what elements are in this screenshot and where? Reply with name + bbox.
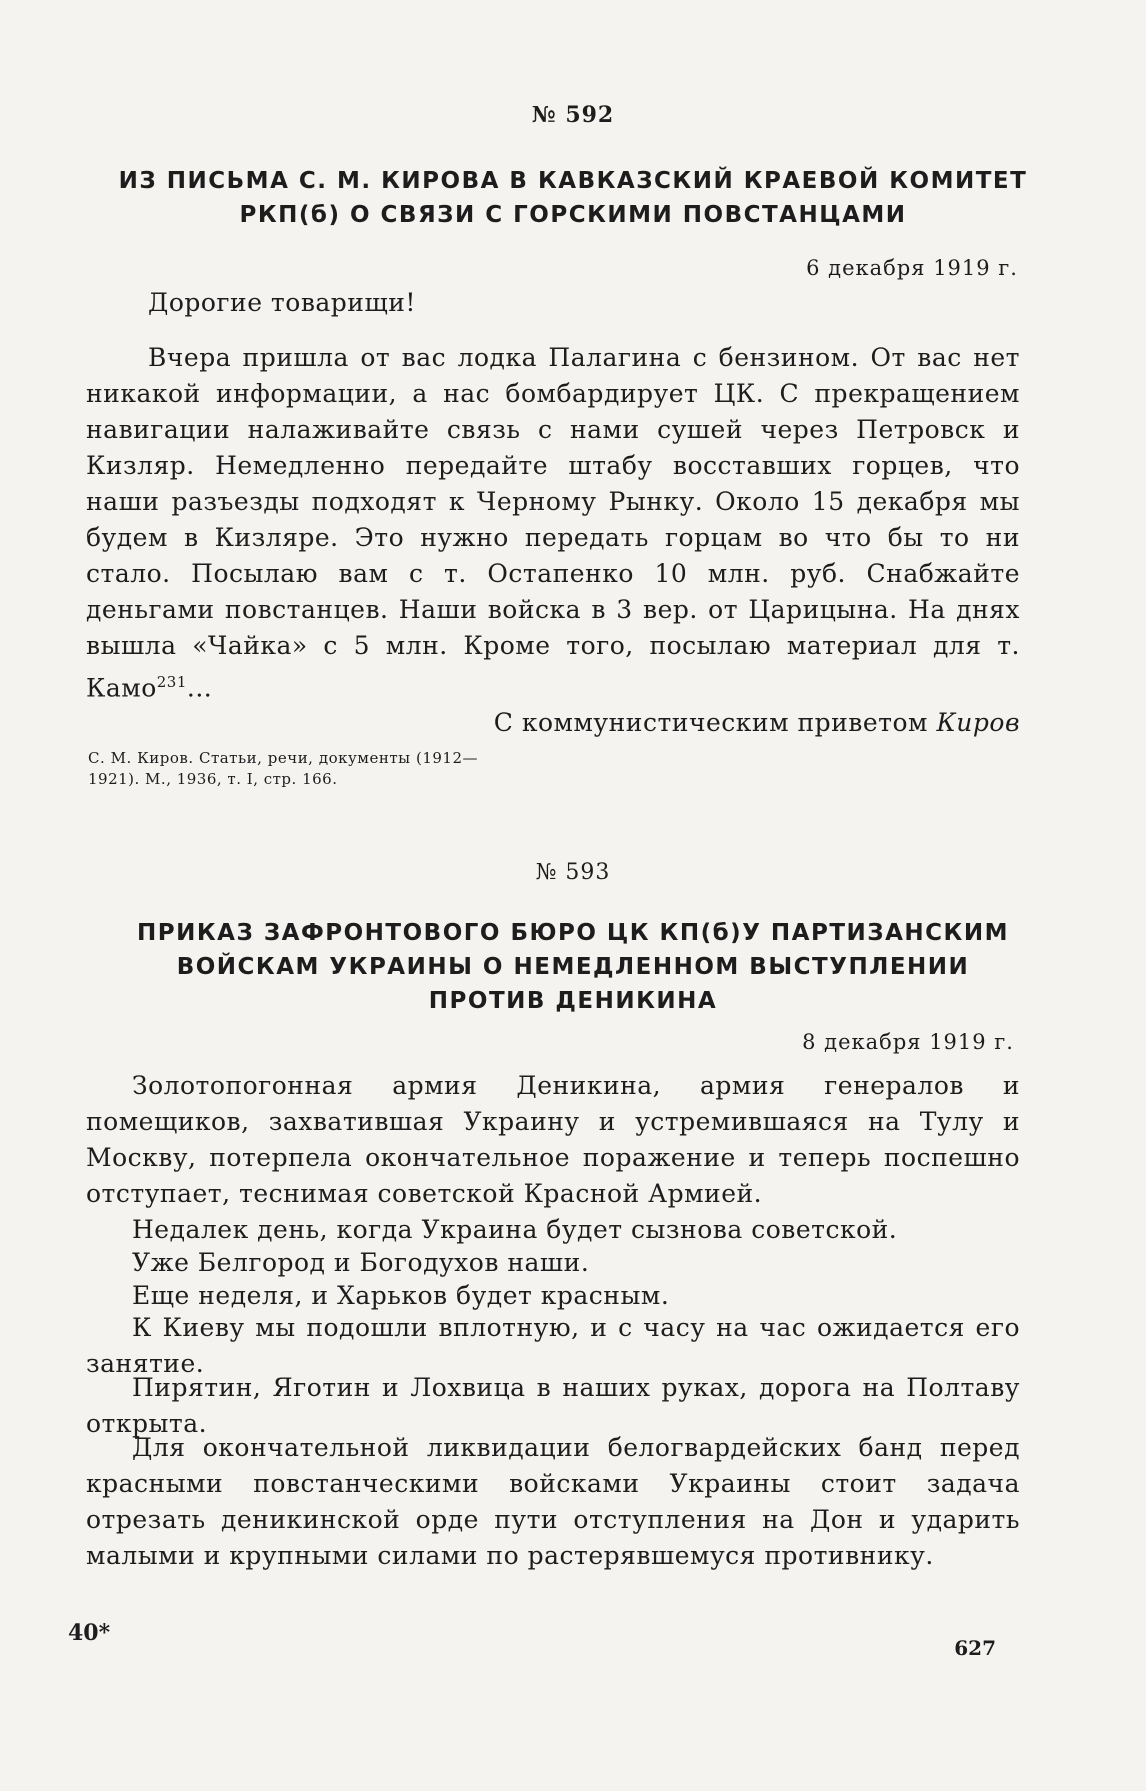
doc-592-title — [60, 164, 1086, 232]
doc-592-title-line-2: РКП(б) О СВЯЗИ С ГОРСКИМИ ПОВСТАНЦАМИ — [239, 202, 907, 228]
doc-592-title-line-1: ИЗ ПИСЬМА С. М. КИРОВА В КАВКАЗСКИЙ КРАЕВОЙ КОМИТЕТ — [118, 168, 1028, 194]
doc-592-body — [86, 340, 1020, 706]
doc-593-paragraph-3: Уже Белгород и Богодухов наши. — [132, 1248, 590, 1277]
doc-592-ellipsis: ... — [186, 673, 213, 703]
doc-593-paragraph-6: Пирятин, Яготин и Лохвица в наших руках, дорога на Полтаву открыта. — [86, 1373, 1020, 1438]
doc-593-title-line-2: ВОЙСКАМ УКРАИНЫ О НЕМЕДЛЕННОМ ВЫСТУПЛЕНИИ — [176, 954, 970, 980]
doc-593-paragraph-4: Еще неделя, и Харьков будет красным. — [132, 1281, 670, 1310]
doc-593-paragraph-2: Недалек день, когда Украина будет сызнова советской. — [132, 1215, 898, 1244]
doc-593-paragraph-7: Для окончательной ликвидации белогвардейских банд перед красными повстанческими войсками Украины стоит задача отрезать деникинской орде пути отступления на Дон и ударить малыми и крупными силами по растерявшемуся противнику. — [86, 1433, 1020, 1570]
doc-592-footnote-ref: 231 — [156, 673, 187, 691]
doc-592-body-text: Вчера пришла от вас лодка Палагина с бензином. От вас нет никакой информации, а нас бомбардирует ЦК. С прекращением навигации налаживайте связь с нами сушей через Петровск и Кизляр. Немедленно передайте штабу восставших горцев, что наши разъезды подходят к Черному Рынку. Около 15 декабря мы будем в Кизляре. Это нужно передать горцам во что бы то ни стало. Посылаю вам с т. Остапенко 10 млн. руб. Снабжайте деньгами повстанцев. Наши войска в 3 вер. от Царицына. На днях вышла «Чайка» с 5 млн. Кроме того, посылаю материал для т. Камо — [86, 343, 1020, 703]
doc-593-number: № 593 — [535, 860, 611, 885]
doc-592-date: 6 декабря 1919 г. — [806, 256, 1018, 280]
page-number: 627 — [954, 1636, 996, 1660]
doc-592-closing — [494, 708, 1020, 737]
doc-593-title-line-1: ПРИКАЗ ЗАФРОНТОВОГО БЮРО ЦК КП(б)У ПАРТИЗАНСКИМ — [137, 920, 1009, 946]
doc-593-title-line-3: ПРОТИВ ДЕНИКИНА — [428, 988, 718, 1014]
doc-593-title — [60, 916, 1086, 1018]
doc-592-salutation: Дорогие товарищи! — [148, 288, 416, 317]
doc-592-signature: Киров — [936, 708, 1020, 737]
doc-593-paragraph-5: К Киеву мы подошли вплотную, и с часу на час ожидается его занятие. — [86, 1313, 1020, 1378]
doc-593-date: 8 декабря 1919 г. — [802, 1030, 1014, 1054]
doc-592-source: С. М. Киров. Статьи, речи, документы (1912—1921). М., 1936, т. I, стр. 166. — [88, 749, 478, 788]
doc-592-number: № 592 — [531, 102, 615, 128]
doc-593-paragraph-1: Золотопогонная армия Деникина, армия генералов и помещиков, захватившая Украину и устремившаяся на Тулу и Москву, потерпела окончательное поражение и теперь поспешно отступает, теснимая советской Красной Армией. — [86, 1071, 1020, 1208]
sheet-signature-mark: 40* — [68, 1620, 111, 1646]
doc-592-closing-text: С коммунистическим приветом — [493, 708, 928, 737]
